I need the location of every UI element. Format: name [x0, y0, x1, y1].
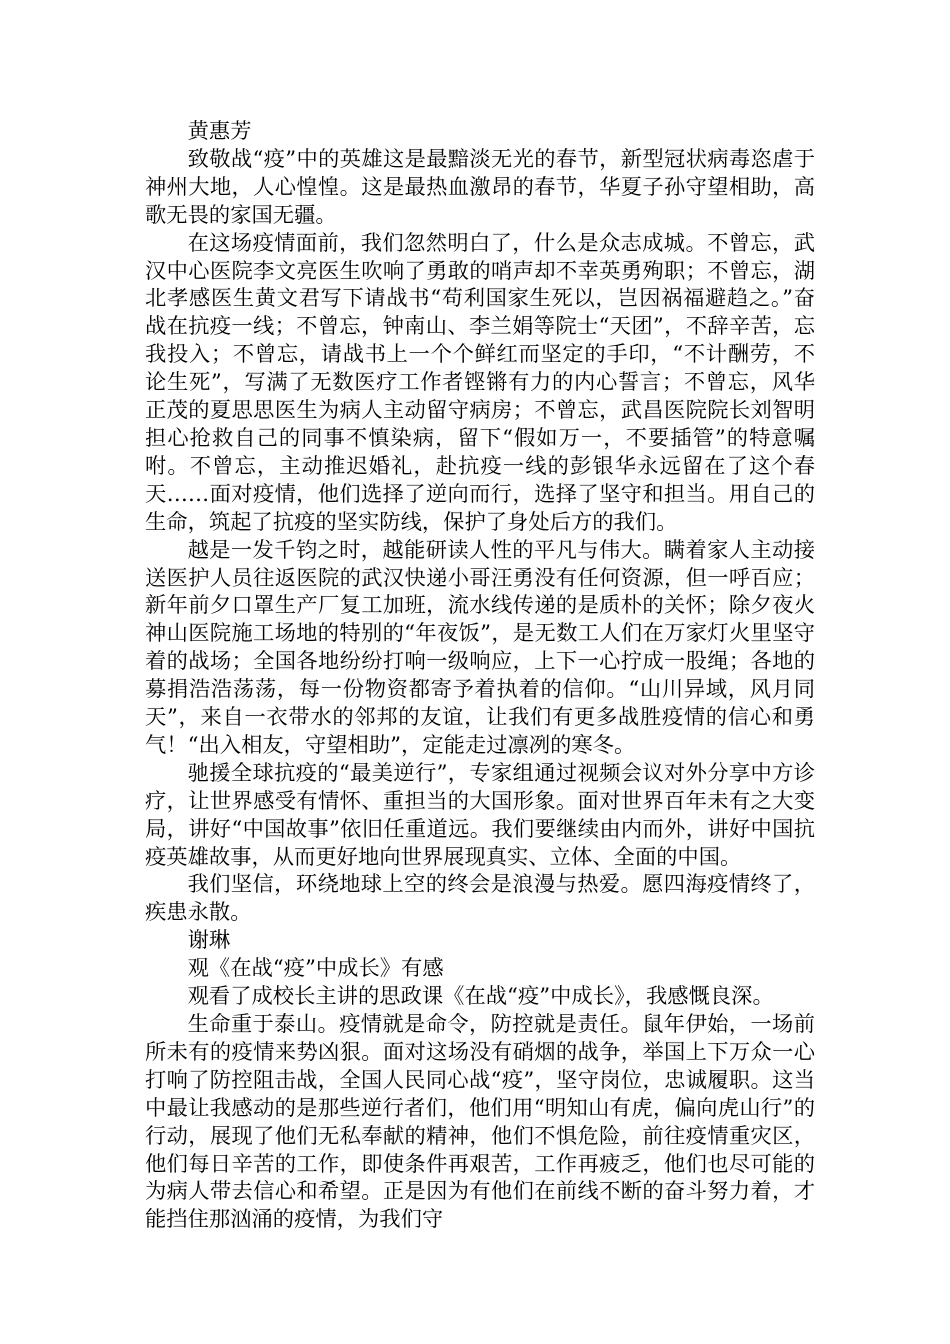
paragraph: 越是一发千钧之时，越能研读人性的平凡与伟大。瞒着家人主动接送医护人员往返医院的武汉快递小哥汪勇没有任何资源，但一呼百应；新年前夕口罩生产厂复工加班，流水线传递的是质朴的关怀；除夕夜火神山医院施工场地的特别的“年夜饭”，是无数工人们在万家灯火里坚守着的战场；全国各地纷纷打响一级响应，上下一心拧成一股绳；各地的募捐浩浩荡荡，每一份物资都寄予着执着的信仰。“山川异域，风月同天”，来自一衣带水的邻邦的友谊，让我们有更多战胜疫情的信心和勇气！“出入相友，守望相助”，定能走过凛冽的寒冬。 [145, 537, 815, 758]
paragraph: 致敬战“疫”中的英雄这是最黯淡无光的春节，新型冠状病毒恣虐于神州大地，人心惶惶。这是最热血激昂的春节，华夏子孙守望相助，高歌无畏的家国无疆。 [145, 146, 815, 228]
author-name-xie: 谢琳 [187, 928, 231, 954]
paragraph: 在这场疫情面前，我们忽然明白了，什么是众志成城。不曾忘，武汉中心医院李文亮医生吹响了勇敢的哨声却不幸英勇殉职；不曾忘，湖北孝感医生黄文君写下请战书“苟利国家生死以，岂因祸福避趋之。”奋战在抗疫一线；不曾忘，钟南山、李兰娟等院士“天团”，不辞辛苦，忘我投入；不曾忘，请战书上一个个鲜红而坚定的手印，“不计酬劳，不论生死”，写满了无数医疗工作者铿锵有力的内心誓言；不曾忘，风华正茂的夏思思医生为病人主动留守病房；不曾忘，武昌医院院长刘智明担心抢救自己的同事不慎染病，留下“假如万一，不要插管”的特意嘱咐。不曾忘，主动推迟婚礼，赴抗疫一线的彭银华永远留在了这个春天……面对疫情，他们选择了逆向而行，选择了坚守和担当。用自己的生命，筑起了抗疫的坚实防线，保护了身处后方的我们。 [145, 230, 815, 535]
essay-title: 观《在战“疫”中成长》有感 [187, 956, 444, 982]
paragraph: 驰援全球抗疫的“最美逆行”，专家组通过视频会议对外分享中方诊疗，让世界感受有情怀、重担当的大国形象。面对世界百年未有之大变局，讲好“中国故事”依旧任重道远。我们要继续由内而外，讲好中国抗疫英雄故事，从而更好地向世界展现真实、立体、全面的中国。 [145, 760, 815, 870]
paragraph: 我们坚信，环绕地球上空的终会是浪漫与热爱。愿四海疫情终了，疾患永散。 [145, 872, 815, 926]
author-name-huang: 黄惠芳 [187, 119, 252, 144]
paragraph: 观看了成校长主讲的思政课《在战“疫”中成长》，我感慨良深。 [187, 984, 774, 1010]
document-body [145, 118, 815, 1234]
paragraph: 生命重于泰山。疫情就是命令，防控就是责任。鼠年伊始，一场前所未有的疫情来势凶狠。面对这场没有硝烟的战争，举国上下万众一心打响了防控阻击战，全国人民同心战“疫”，坚守岗位，忠诚履职。这当中最让我感动的是那些逆行者们，他们用“明知山有虎，偏向虎山行”的行动，展现了他们无私奉献的精神，他们不惧危险，前往疫情重灾区，他们每日辛苦的工作，即使条件再艰苦，工作再疲乏，他们也尽可能的为病人带去信心和希望。正是因为有他们在前线不断的奋斗努力着，才能挡住那汹涌的疫情，为我们守 [145, 1012, 815, 1233]
